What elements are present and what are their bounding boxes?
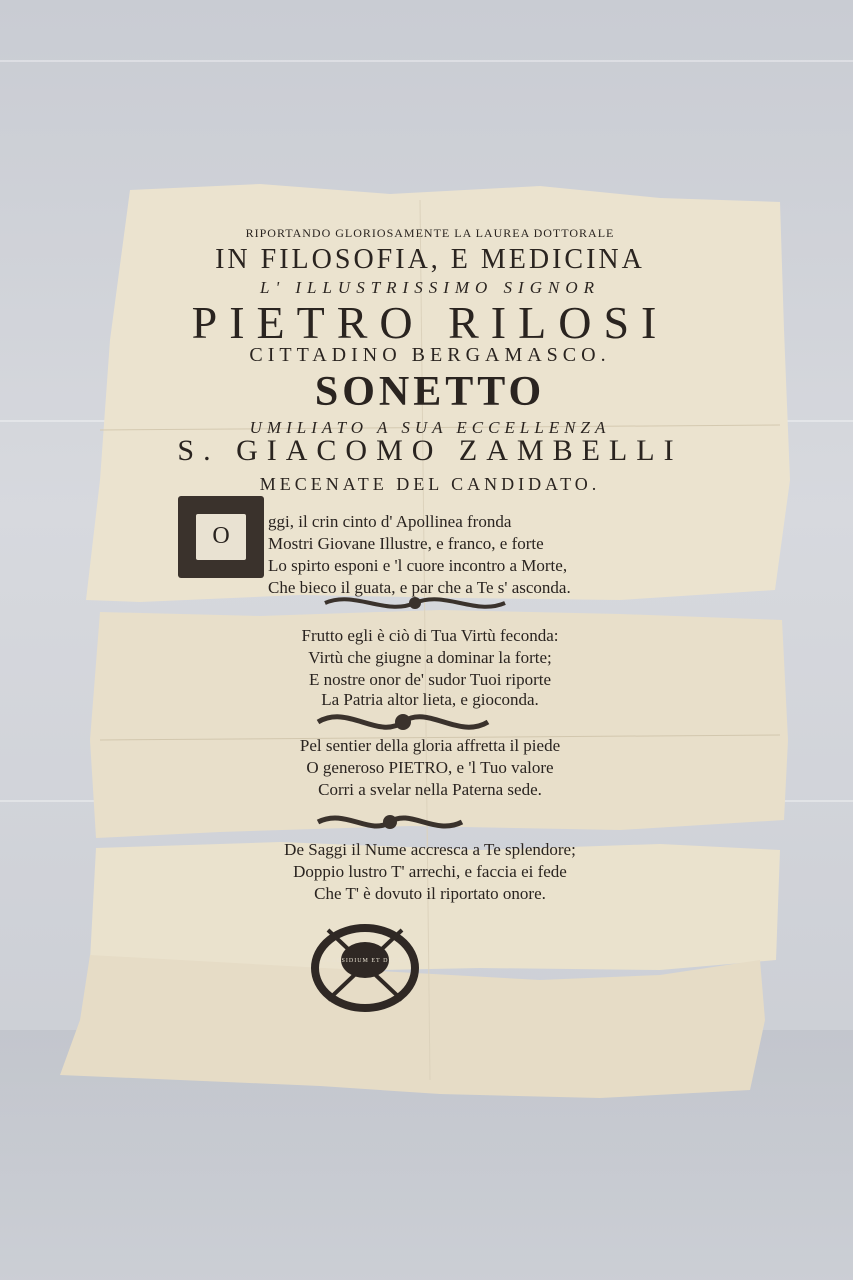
floral-ornament-3: [310, 806, 470, 838]
stanza4-line: Che T' è dovuto il riportato onore.: [314, 884, 546, 903]
stanza1-line: Che bieco il guata, e par che a Te s' asconda.: [268, 578, 571, 597]
initial-letter: O: [212, 523, 230, 549]
stanza3-line: O generoso PIETRO, e 'l Tuo valore: [306, 758, 554, 777]
candidate-name: PIETRO RILOSI: [191, 297, 669, 348]
stanza4-line: Doppio lustro T' arrechi, e faccia ei fede: [293, 862, 567, 881]
patron-role: MECENATE DEL CANDIDATO.: [259, 474, 601, 494]
stanza3-line: Pel sentier della gloria affretta il piede: [299, 736, 561, 755]
stanza1-line: ggi, il crin cinto d' Apollinea fronda: [268, 512, 512, 531]
stanza3-line: Corri a svelar nella Paterna sede.: [318, 780, 542, 799]
genre-title: SONETTO: [314, 369, 546, 415]
stanza2-line: E nostre onor de' sudor Tuoi riporte: [309, 670, 551, 689]
stanza4-line: De Saggi il Nume accresca a Te splendore;: [284, 840, 576, 859]
emblem-icon: [308, 920, 422, 1016]
stanza2-line: Frutto egli è ciò di Tua Virtù feconda:: [301, 626, 559, 645]
patron-name: S. GIACOMO ZAMBELLI: [177, 434, 683, 467]
header-line: RIPORTANDO GLORIOSAMENTE LA LAUREA DOTTORALE: [245, 226, 615, 240]
honorific-line: L' ILLUSTRISSIMO SIGNOR: [260, 278, 600, 297]
dedication-line: UMILIATO A SUA ECCELLENZA: [249, 418, 611, 437]
stanza2-line: Virtù che giugne a dominar la forte;: [308, 648, 552, 667]
stanza2-line: La Patria altor lieta, e gioconda.: [321, 690, 539, 709]
citizenship-line: CITTADINO BERGAMASCO.: [249, 344, 611, 366]
decorated-initial: [178, 496, 264, 578]
broadside-sheet: [60, 180, 800, 1110]
stanza1-line: Lo spirto esponi e 'l cuore incontro a Morte,: [268, 556, 568, 575]
stanza1-line: Mostri Giovane Illustre, e franco, e forte: [268, 534, 544, 553]
floral-ornament-1: [315, 590, 515, 616]
degree-line: IN FILOSOFIA, E MEDICINA: [215, 244, 645, 275]
emblem-motto: PRAESIDIUM ET DECUS: [322, 958, 408, 964]
